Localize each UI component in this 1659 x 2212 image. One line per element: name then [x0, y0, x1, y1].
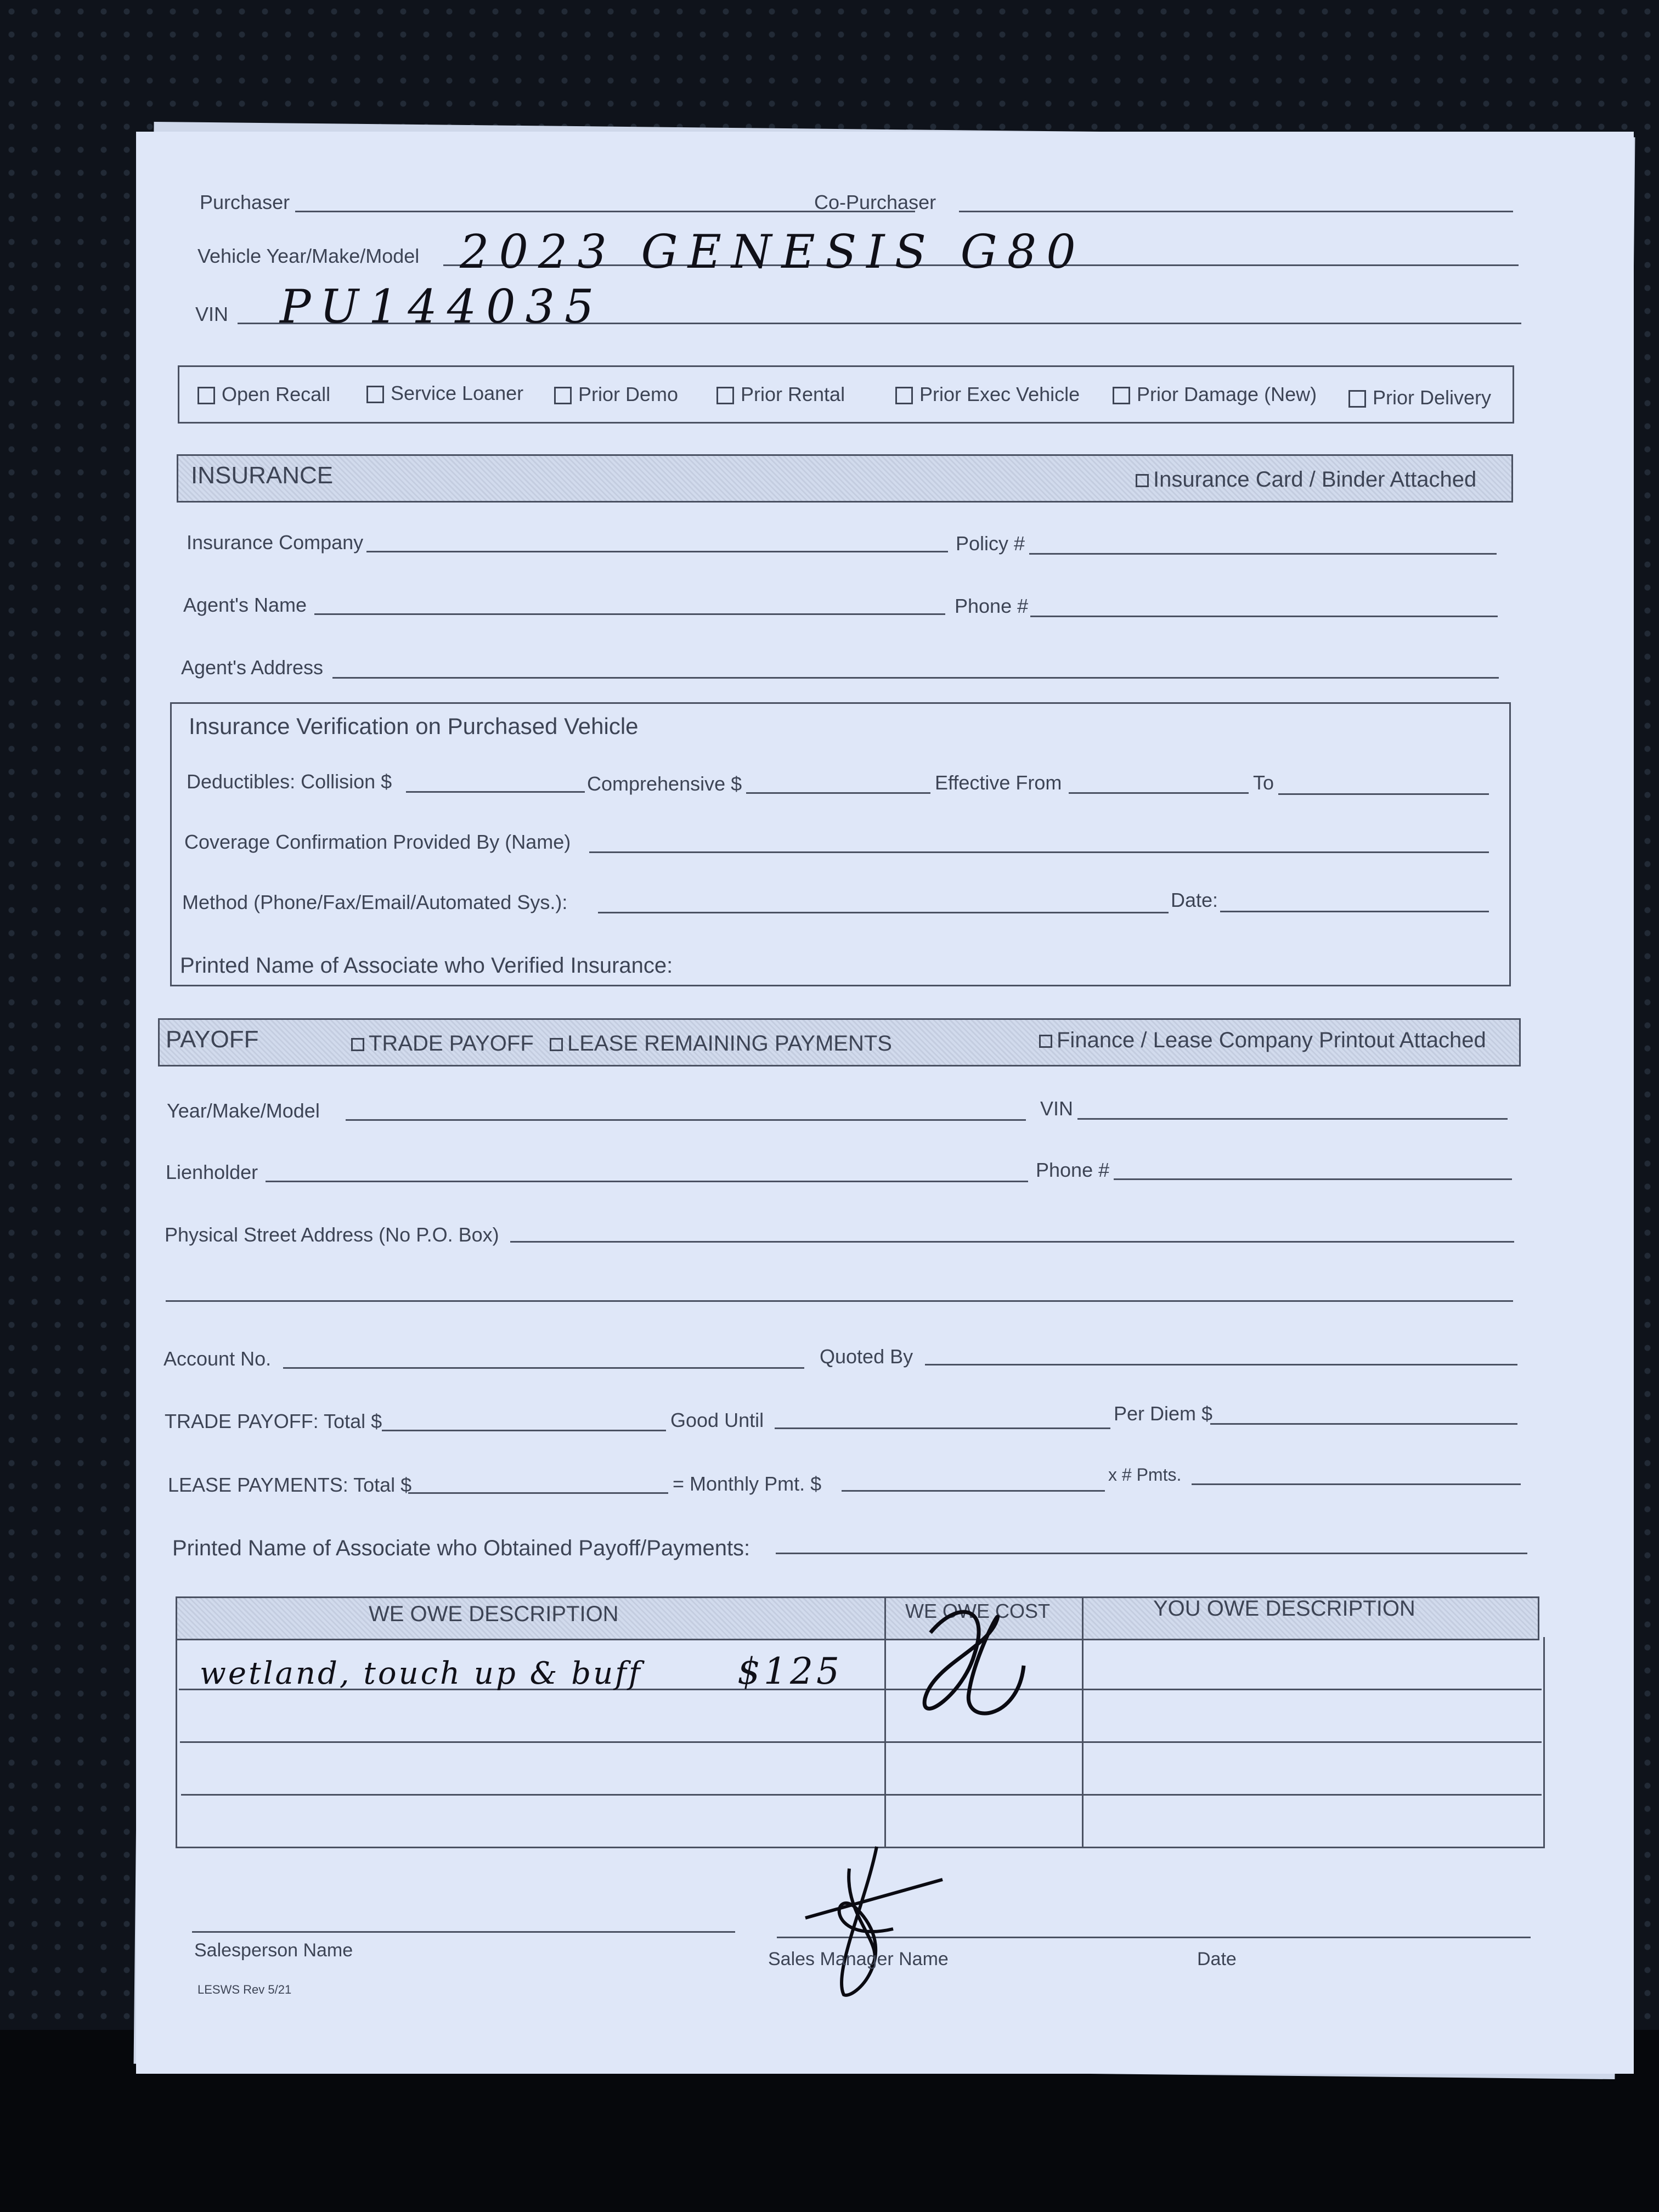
quoted-label: Quoted By — [820, 1345, 913, 1368]
cb-prior-delivery[interactable] — [1348, 386, 1491, 409]
cb-label: Prior Damage (New) — [1137, 383, 1317, 405]
agent-name-field[interactable] — [314, 613, 945, 615]
cb-label: Insurance Card / Binder Attached — [1153, 467, 1477, 492]
verification-title: Insurance Verification on Purchased Vehicle — [189, 713, 639, 739]
cb-label: Prior Demo — [578, 383, 679, 405]
vehicle-label: Vehicle Year/Make/Model — [198, 245, 420, 267]
monthly-field[interactable] — [842, 1490, 1105, 1492]
cb-prior-damage[interactable] — [1113, 383, 1317, 406]
cb-service-loaner[interactable] — [366, 382, 523, 405]
cb-label: Open Recall — [222, 383, 331, 405]
to-label: To — [1253, 771, 1274, 794]
checkbox-icon — [1136, 474, 1149, 487]
insurance-company-field[interactable] — [366, 551, 948, 552]
agent-name-label: Agent's Name — [183, 594, 307, 616]
payoff-associate-field[interactable] — [776, 1553, 1527, 1554]
co-purchaser-label: Co-Purchaser — [814, 191, 936, 213]
revision-label: LESWS Rev 5/21 — [198, 1983, 292, 1996]
checkbox-icon — [1039, 1035, 1052, 1048]
payoff-ymm-label: Year/Make/Model — [167, 1099, 320, 1122]
purchaser-label: Purchaser — [200, 191, 290, 213]
quoted-field[interactable] — [925, 1364, 1517, 1365]
signature-icon — [909, 1589, 1040, 1748]
pmts-field[interactable] — [1192, 1483, 1521, 1485]
vehicle-handwriting: 2023 GENESIS G80 — [460, 225, 1086, 279]
table-row[interactable] — [180, 1741, 1542, 1743]
payoff-associate-label: Printed Name of Associate who Obtained Payoff/Payments: — [172, 1536, 751, 1560]
trade-total-field[interactable] — [382, 1430, 666, 1431]
policy-field[interactable] — [1029, 553, 1497, 555]
lease-total-field[interactable] — [408, 1492, 668, 1494]
salesperson-line[interactable] — [192, 1931, 735, 1933]
to-field[interactable] — [1278, 793, 1489, 795]
col-divider-1 — [884, 1596, 886, 1847]
insurance-title: INSURANCE — [191, 462, 334, 489]
comprehensive-field[interactable] — [746, 792, 930, 794]
vin-handwriting: PU144035 — [280, 280, 604, 334]
coverage-field[interactable] — [589, 851, 1489, 853]
salesperson-label: Salesperson Name — [194, 1940, 353, 1961]
cb-label: Finance / Lease Company Printout Attached — [1057, 1028, 1486, 1052]
manager-label: Sales Manager Name — [768, 1949, 949, 1970]
checkbox-icon — [1348, 390, 1366, 408]
account-field[interactable] — [283, 1367, 804, 1369]
account-label: Account No. — [163, 1347, 272, 1370]
cb-prior-exec[interactable] — [895, 383, 1080, 406]
effective-label: Effective From — [935, 771, 1062, 794]
manager-signature-icon — [783, 1836, 948, 2000]
table-row[interactable] — [181, 1794, 1542, 1796]
cb-label: Prior Delivery — [1373, 386, 1492, 409]
cb-open-recall[interactable] — [198, 383, 330, 406]
cb-lease-remaining[interactable] — [550, 1031, 892, 1056]
cb-label: Service Loaner — [391, 382, 524, 404]
we-owe-cost-header: WE OWE COST — [905, 1600, 1050, 1622]
agent-phone-label: Phone # — [955, 595, 1029, 617]
we-owe-description-header: WE OWE DESCRIPTION — [369, 1602, 619, 1626]
verification-date-label: Date: — [1171, 889, 1218, 911]
checkbox-icon — [554, 387, 572, 404]
coverage-label: Coverage Confirmation Provided By (Name) — [184, 831, 571, 853]
method-label: Method (Phone/Fax/Email/Automated Sys.): — [182, 891, 568, 913]
checkbox-icon — [1113, 387, 1130, 404]
insurance-company-label: Insurance Company — [187, 531, 364, 554]
payoff-vin-label: VIN — [1040, 1097, 1074, 1120]
cb-label: Prior Rental — [741, 383, 845, 405]
row1-description: wetland, touch up & buff — [200, 1656, 642, 1691]
cb-prior-demo[interactable] — [554, 383, 678, 406]
per-diem-field[interactable] — [1210, 1423, 1517, 1425]
checkbox-icon — [895, 387, 913, 404]
cb-trade-payoff[interactable] — [351, 1031, 534, 1056]
lien-phone-label: Phone # — [1036, 1159, 1110, 1181]
pmts-label: x # Pmts. — [1108, 1465, 1182, 1485]
checkbox-icon — [351, 1038, 364, 1051]
cb-label: TRADE PAYOFF — [369, 1031, 534, 1056]
col-divider-2 — [1082, 1596, 1084, 1847]
row1-cost: $125 — [737, 1650, 843, 1692]
policy-label: Policy # — [956, 532, 1025, 555]
cb-printout[interactable] — [1039, 1028, 1486, 1053]
lienholder-field[interactable] — [266, 1181, 1028, 1182]
verification-date-field[interactable] — [1220, 911, 1489, 912]
checkbox-icon — [198, 387, 215, 404]
method-field[interactable] — [598, 912, 1169, 913]
cb-prior-rental[interactable] — [716, 383, 845, 406]
lien-phone-field[interactable] — [1114, 1178, 1512, 1180]
cb-label: LEASE REMAINING PAYMENTS — [567, 1031, 892, 1056]
collision-field[interactable] — [406, 791, 585, 793]
address-field[interactable] — [510, 1241, 1514, 1243]
delivery-form — [136, 132, 1634, 2074]
per-diem-label: Per Diem $ — [1114, 1402, 1213, 1425]
co-purchaser-field[interactable] — [959, 211, 1513, 212]
cb-insurance-card[interactable] — [1136, 467, 1476, 492]
agent-address-label: Agent's Address — [181, 656, 324, 679]
cb-label: Prior Exec Vehicle — [919, 383, 1080, 405]
monthly-label: = Monthly Pmt. $ — [673, 1472, 822, 1495]
good-until-field[interactable] — [775, 1427, 1110, 1429]
lease-total-label: LEASE PAYMENTS: Total $ — [168, 1474, 412, 1496]
agent-phone-field[interactable] — [1030, 616, 1498, 617]
deductibles-label: Deductibles: Collision $ — [187, 770, 392, 793]
address-label: Physical Street Address (No P.O. Box) — [165, 1223, 499, 1246]
verified-associate-label: Printed Name of Associate who Verified Insurance: — [180, 953, 673, 978]
agent-address-field[interactable] — [332, 677, 1499, 679]
payoff-vin-field[interactable] — [1077, 1118, 1508, 1120]
payoff-title: PAYOFF — [166, 1026, 259, 1053]
checkbox-icon — [366, 386, 384, 403]
checkbox-icon — [550, 1038, 563, 1051]
checkbox-icon — [716, 387, 734, 404]
date-label: Date — [1197, 1949, 1237, 1970]
payoff-ymm-field[interactable] — [346, 1119, 1026, 1121]
vin-label: VIN — [195, 303, 229, 325]
effective-field[interactable] — [1069, 792, 1249, 794]
lienholder-label: Lienholder — [166, 1161, 258, 1183]
trade-total-label: TRADE PAYOFF: Total $ — [165, 1410, 382, 1432]
comprehensive-label: Comprehensive $ — [587, 772, 742, 795]
you-owe-description-header: YOU OWE DESCRIPTION — [1153, 1596, 1415, 1621]
address-field-2[interactable] — [166, 1300, 1513, 1302]
good-until-label: Good Until — [670, 1409, 764, 1431]
